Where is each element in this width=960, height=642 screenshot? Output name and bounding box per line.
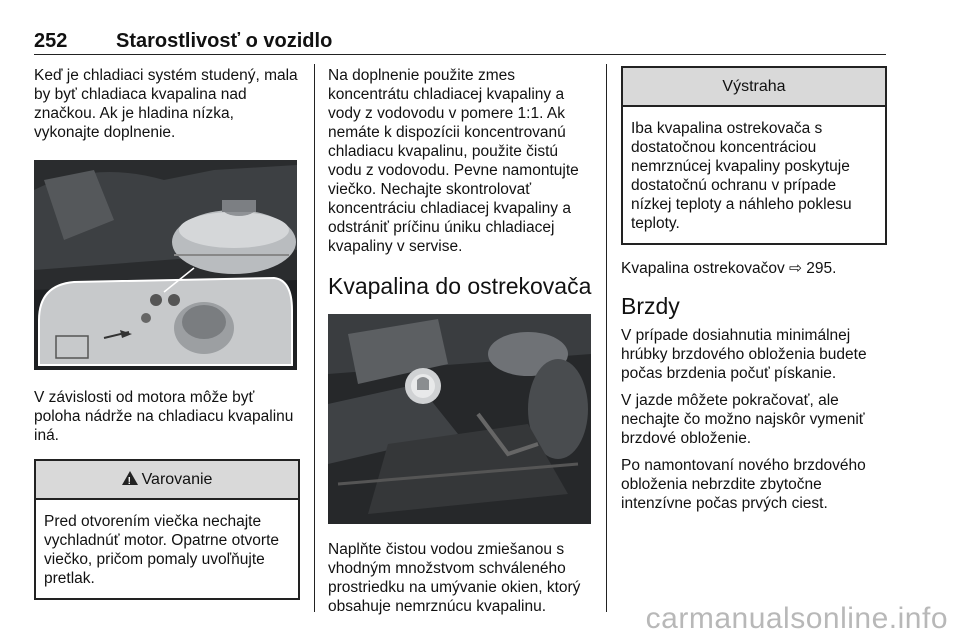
warning-triangle-icon — [122, 471, 138, 485]
column-divider — [314, 64, 315, 612]
caution-box — [34, 459, 300, 600]
warning-body: Iba kvapalina ostrekovača s dostatočnou koncentráciou nemrznúcej kvapaliny poskytuje dostatočnú ochranu v prípade nízkej teploty a náhleho poklesu teploty. — [631, 120, 852, 232]
page-title: Starostlivosť o vozidlo — [116, 30, 333, 52]
paragraph: V závislosti od motora môže byť poloha nádrže na chladiacu kvapalinu iná. — [34, 389, 294, 444]
section-heading: Brzdy — [621, 293, 680, 319]
column-2 — [328, 66, 594, 624]
paragraph: Keď je chladiaci systém studený, mala by byť chladiaca kvapalina nad značkou. Ak je hladina nízka, vykonajte doplnenie. — [34, 67, 298, 141]
warning-heading: Výstraha — [623, 68, 885, 107]
paragraph: Naplňte čistou vodou zmiešanou s vhodným množstvom schváleného prostriedku na umývanie okien, ktorý obsahuje nemrznúcu kvapalinu. — [328, 541, 581, 615]
washer-fluid-reservoir-photo — [328, 314, 591, 524]
watermark: carmanualsonline.info — [645, 602, 948, 635]
caution-body: Pred otvorením viečka nechajte vychladnúť motor. Opatrne otvorte viečko, pričom pomaly uvoľňujte pretlak. — [44, 513, 279, 587]
page-header — [34, 30, 886, 55]
column-3 — [621, 66, 887, 521]
caution-title: Varovanie — [141, 471, 213, 488]
paragraph: Na doplnenie použite zmes koncentrátu chladiacej kvapaliny a vody z vodovodu v pomere 1:1. Ak nemáte k dispozícii koncentrovanú chladiacu kvapalinu, použite čistú vodu z vodovodu. Pevne namontujte viečko. Nechajte skontrolovať koncentráciu chladiacej kvapaliny a odstrániť príčinu úniku chladiacej kvapaliny v servise. — [328, 67, 579, 255]
column-divider — [606, 64, 607, 612]
paragraph: V jazde môžete pokračovať, ale nechajte čo možno najskôr vymeniť brzdové obloženie. — [621, 392, 865, 447]
coolant-reservoir-photo — [34, 160, 297, 370]
page-number: 252 — [34, 30, 68, 52]
warning-box — [621, 66, 887, 245]
paragraph: V prípade dosiahnutia minimálnej hrúbky brzdového obloženia budete počas brzdenia počuť pískanie. — [621, 327, 867, 382]
cross-reference: Kvapalina ostrekovačov ⇨ 295. — [621, 260, 837, 277]
section-heading: Kvapalina do ostrekovača — [328, 273, 592, 299]
column-1 — [34, 66, 300, 600]
paragraph: Po namontovaní nového brzdového obloženia nebrzdite zbytočne intenzívne počas prvých ciest. — [621, 457, 866, 512]
caution-heading — [36, 461, 298, 500]
